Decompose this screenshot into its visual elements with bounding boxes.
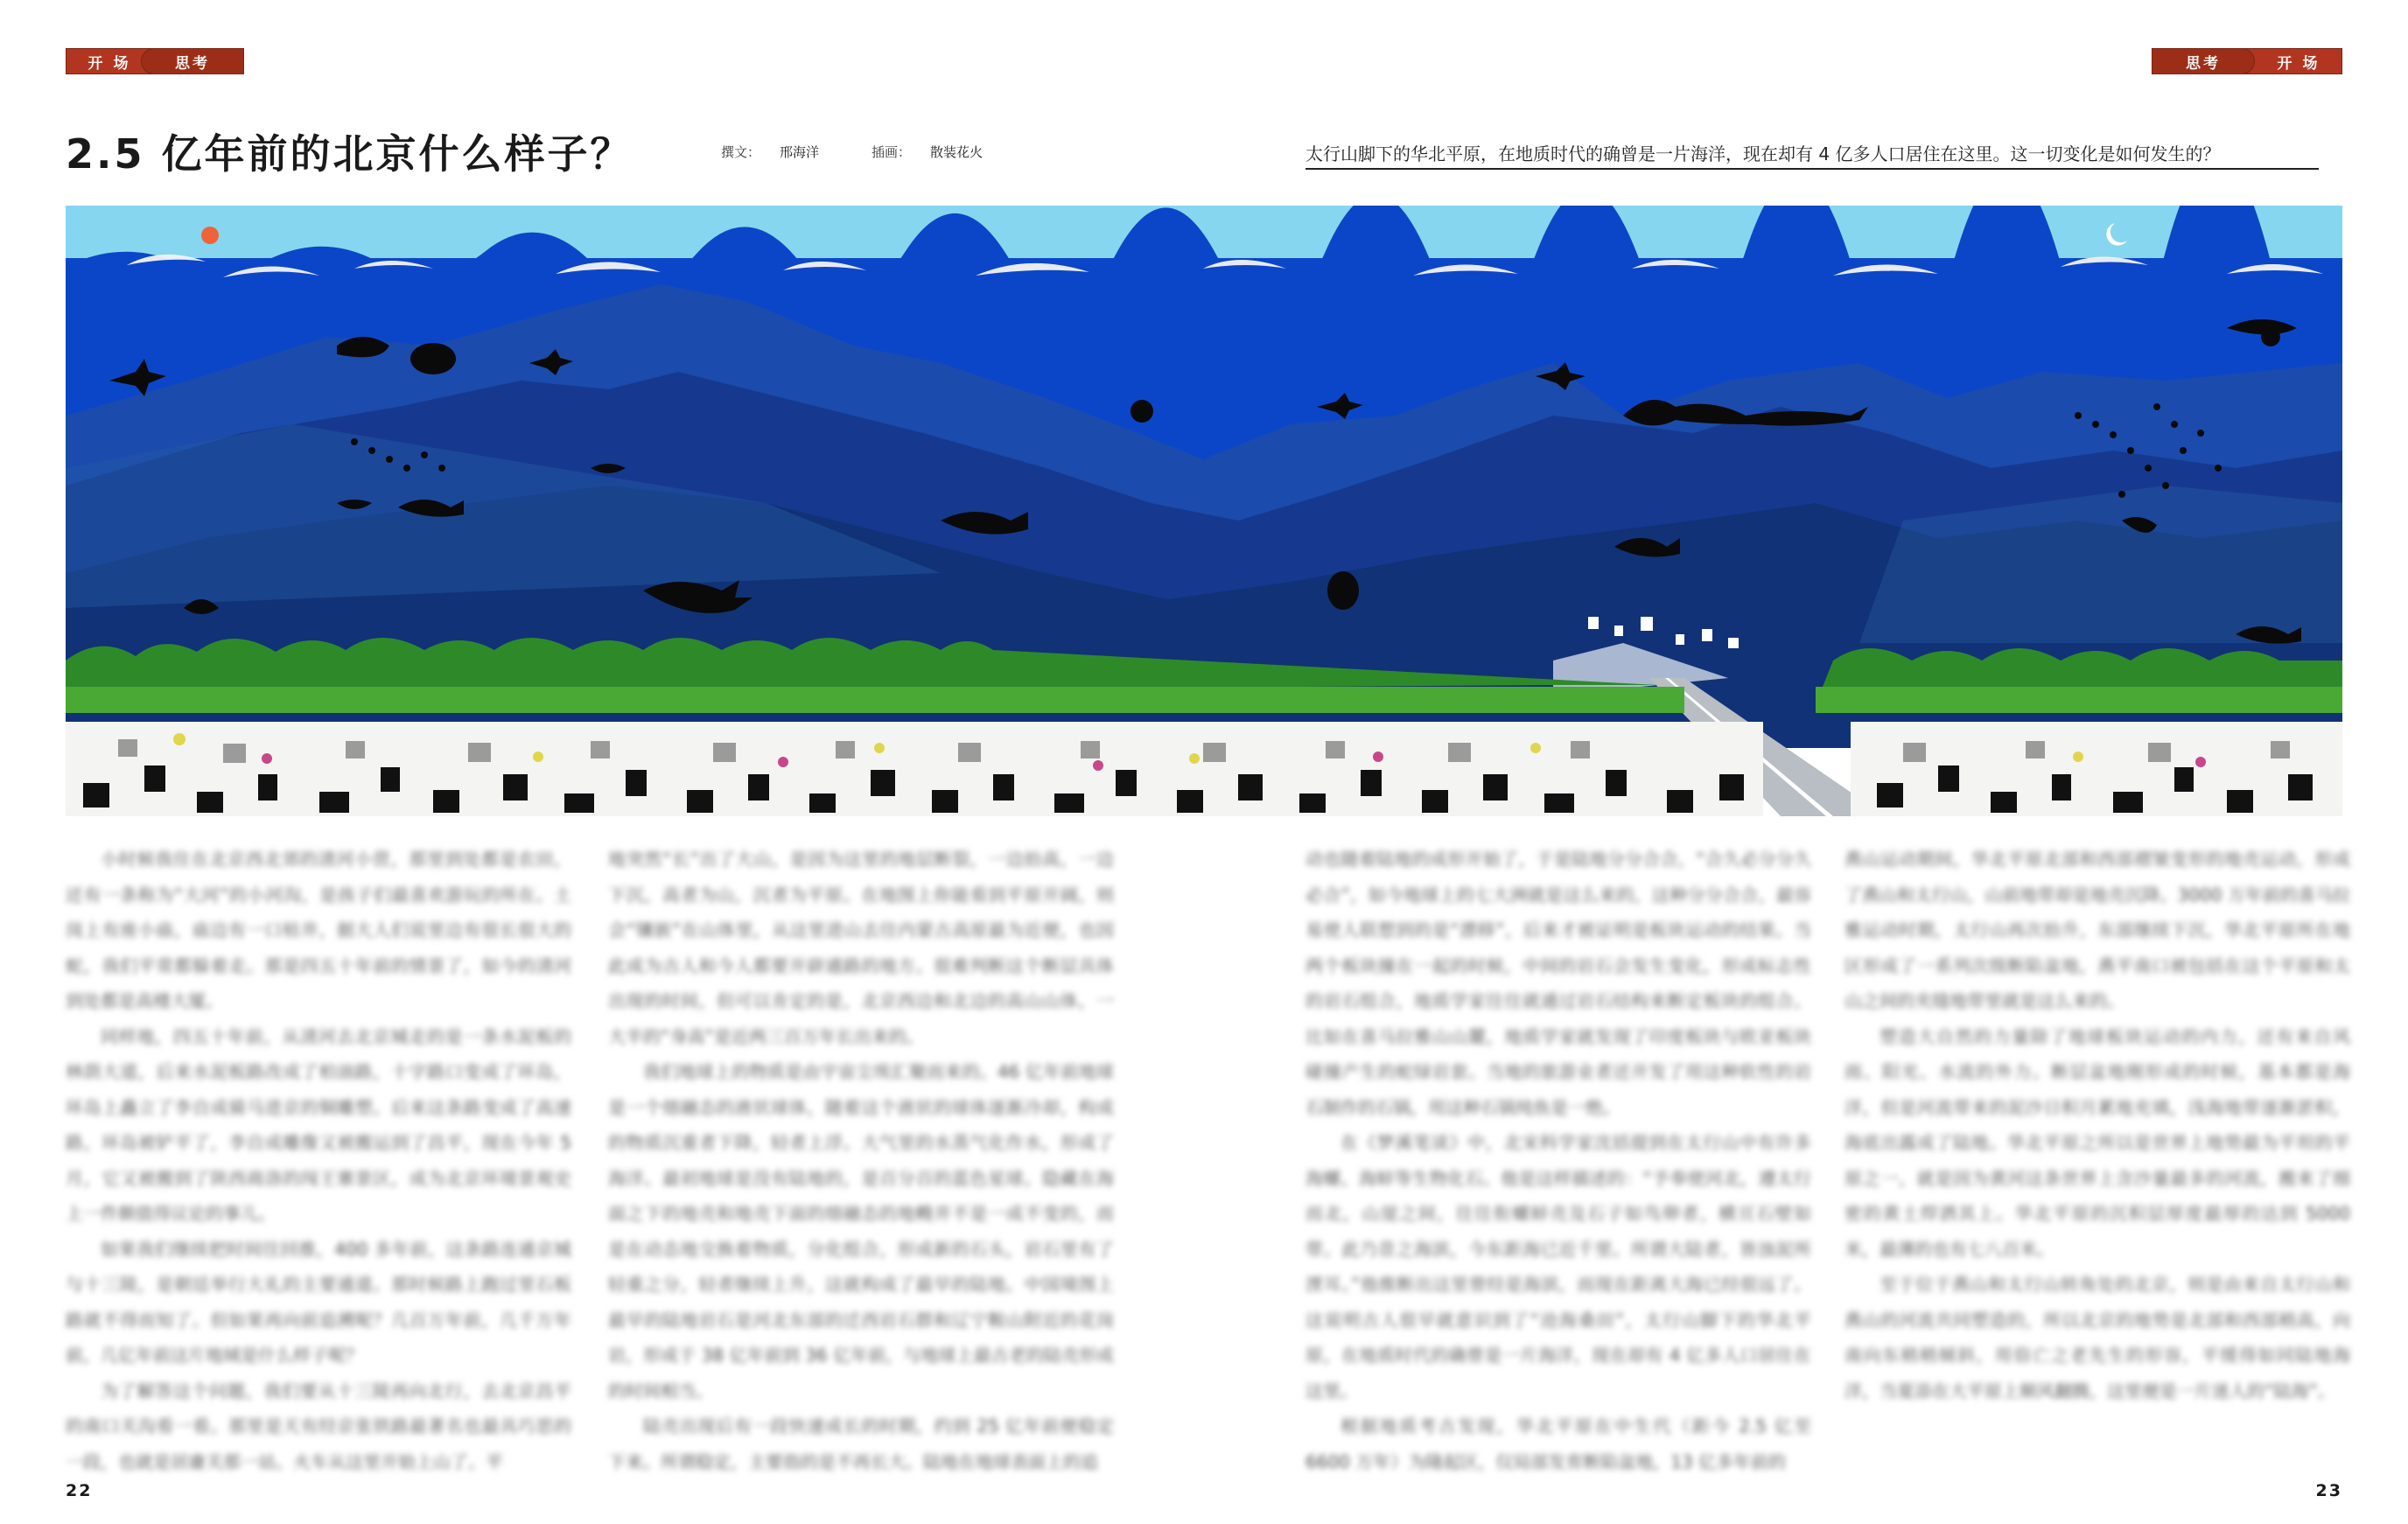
paragraph: 我们地球上的物质是由宇宙尘埃汇聚而来的。46 亿年前地球是一个熔融态的液状球体，随着这个液状的球体逐渐冷却，构成的物质沉重者下降，轻者上浮。大气里的水蒸气化作水，形成了海洋。最初地球是没有陆地的，是百分百的蓝色星球。隐藏在海面之下的地壳和地壳下面的熔融态的地幔并不是一成不变的，而是在动态地交换着物质，分化组合，形成新的石头，岩石里有了轻重之分，轻者继续上升，这就构成了最早的陆地。中国境图上最早的陆地岩石是河北东部的迁西岩石群和辽宁鞍山附近的花岗岩，形成于 38 亿年前到 36 亿年前，与地球上最古老的陆壳形成的时间相当。 bbox=[608, 1061, 1114, 1402]
hero-illustration bbox=[66, 206, 2342, 816]
illustrator-name: 散装花火 bbox=[930, 144, 984, 160]
ancient-beijing-sea-illustration bbox=[66, 206, 2342, 816]
paragraph: 同样地，四五十年前，从清河去北京城走的是一条水泥板的林荫大道，后来水泥板路改成了柏油路，十字路口变成了环岛，环岛上矗立了李自成骑马进京的铜雕塑。后来这条路变成了高速路，环岛被铲平了，李自成雕像又被搬运到了昌平，现在今年 5 月，它又被搬到了陕西商洛的闯王寨景区，成为北京环境景观史上一件颇值得议论的事儿。 bbox=[66, 1025, 571, 1224]
paragraph: 如果我们继续把时间往回推，400 多年前，这条路连通京城与十三陵，是朝廷举行大礼的主要通道。那时候路上跑过里石板路就不得而知了。但如果再向前追溯呢？几百万年前，几千万年前，几亿年前这片地域是什么样子呢？ bbox=[66, 1238, 571, 1366]
tab-thinking[interactable]: 思考 bbox=[141, 48, 244, 74]
article-body bbox=[0, 842, 2408, 1472]
illustrator-label: 插画： bbox=[872, 144, 912, 160]
article-lede: 太行山脚下的华北平原，在地质时代的确曾是一片海洋，现在却有 4 亿多人口居住在这里。这一切变化是如何发生的？ bbox=[1306, 140, 2319, 170]
body-column-2 bbox=[608, 842, 1114, 1479]
paragraph: 陆壳出现后有一段快速成长的时期，约到 25 亿年前便稳定下来。所谓稳定，主要指的是不再长大。陆地在地球表面上的追 bbox=[608, 1416, 1114, 1472]
tab-thinking[interactable]: 思考 bbox=[2152, 48, 2255, 74]
ammonite-icon bbox=[1130, 400, 1153, 423]
grass-left bbox=[66, 687, 1684, 713]
credits bbox=[721, 143, 1016, 161]
paragraph: 动也随着陆地的成形开始了，于是陆地分分合合，“合久必分分久必合”，如今地球上的七大洲就是这么来的，这种分分合合，最容易使人联想到的是“漂移”，后来才被证明是板块运动的结果。当两个板块撞在一起的时候，中间的岩石会发生变化，形成标志性的岩石组合，地质学家往往就通过岩石结构来断定板块的组合。比如在喜马拉雅山山麓，地质学家就发现了印度板块与欧亚板块碰撞产生的蛇绿岩套。当地的旅游业者还开发了用这种软性的岩石制作的石锅，用这种石锅炖鱼是一绝。 bbox=[1306, 849, 1811, 1118]
section-tabs-left bbox=[66, 48, 244, 74]
paragraph: 地突然“长”出了大山，是因为这里的地层断裂，一边抬高，一边下沉，高者为山，沉者为平原。在地图上你能看到平原开阔，则会“镶嵌”在山体里，从这里进山去往内蒙古高原最为近便，也因此成为古人和今人都要开辟通路的地方。很难判断这个断层具体出现的时间，但可以肯定的是，北京西边和北边的高山山体，一大半的“身高”是近两三百万年长出来的。 bbox=[608, 849, 1114, 1047]
paragraph: 根据地质考古发现，华北平原在中生代（距今 2.5 亿至 6600 万年）为隆起区，仅局部发育断陷盆地，13 亿多年前的 bbox=[1306, 1416, 1811, 1472]
tab-opening[interactable]: 开 场 bbox=[66, 48, 153, 74]
paragraph: 至于位于燕山和太行山转角处的北京，则是由来自太行山和燕山的河流共同塑造的，所以北京的地势是北部和西部稍高，向南向东稍稍倾斜，用俗亡之老先生的形容，平缓得如同陆地海洋，当夏添在大平原上顺风翻腾，这里便是一片迷人的“陆海”。 bbox=[1844, 1274, 2350, 1402]
ammonite-icon bbox=[1327, 571, 1359, 610]
paragraph: 塑造大自然的力量除了地球板块运动的内力，还有来自风雨、阳光、水流的外力。断层盆地刚形成的时候，基本都是海洋，但是河流带来的泥沙日积月累地充填，浅海地带逐渐淤积，海底出露成了陆地。华北平原之所以是世界上地势最为平坦的平原之一，就是因为黄河这条世界上含沙量最多的河流，搬来了细密的黄土焊洒其上。华北平原的沉积层厚度最厚的达到 5000 米，最薄的也有七八百米。 bbox=[1844, 1025, 2350, 1260]
paragraph: 在《梦溪笔谈》中，北宋科学家沈括提到在太行山中有许多海螺、海蚌等生物化石。他是这样描述的：“予奉使河北，遵太行而北，山崖之间，往往衔螺蚌壳及石子如鸟卵者，横亘石壁如带。此乃昔之海滨，今东距海已近千里。所谓大陆者，皆浊泥所湮耳。”他推断出这里曾经是海滨，而现在距离大海已经很远了。这说明古人很早就意识到了“沧海桑田”，太行山脚下的华北平原，在地质时代的确曾是一片海洋，现在却有 4 亿多人口居住在这里。 bbox=[1306, 1132, 1811, 1402]
author-name: 邢海洋 bbox=[780, 144, 820, 160]
body-column-1 bbox=[66, 842, 571, 1479]
article-title: 2.5 亿年前的北京什么样子？ bbox=[66, 130, 634, 178]
paragraph: 为了解答这个问题，我们要从十三陵再向北行，去北京昌平的南口关沟看一看。那里是天有经京张铁路最著名也最具巧思的一段，也就是居庸关那一站。火车从这里开始上山了。平 bbox=[66, 1380, 571, 1472]
sun-icon bbox=[201, 227, 219, 244]
page-number-right: 23 bbox=[2315, 1481, 2342, 1500]
tab-opening[interactable]: 开 场 bbox=[2243, 48, 2342, 74]
grass-right bbox=[1816, 687, 2342, 713]
author-label: 撰文： bbox=[721, 144, 761, 160]
page-number-left: 22 bbox=[66, 1481, 93, 1500]
ammonite-icon bbox=[410, 343, 456, 374]
city-icon bbox=[1851, 722, 2342, 816]
section-tabs-right bbox=[2152, 48, 2342, 74]
paragraph: 小时候我住在北京西北郊的清河小营，那里到处都是农田，还有一条称为“大河”的小河沟，是孩子们最喜欢游玩的所在。土岗上有座小庙，庙边有一口枯井，据大人们说里边有很长很大的蛇，我们平常都躲着走。那是四五十年前的情景了，如今的清河到处都是高楼大厦。 bbox=[66, 849, 571, 1011]
ammonite-icon bbox=[2261, 327, 2280, 346]
body-column-4 bbox=[1844, 842, 2350, 1409]
body-column-3 bbox=[1306, 842, 1811, 1479]
paragraph: 燕山运动期间，华北平原北部和西部褶皱变形的地壳运动，形成了燕山和太行山，山前地带却是地壳沉降。3000 万年前的喜马拉雅运动时期，太行山再次抬升，东部继续下沉，华北平原所在地区形成了一系列次级断陷盆地，燕平南口被包括在这个平原和太山之间的夹缝地带里就是这么来的。 bbox=[1844, 849, 2350, 1011]
